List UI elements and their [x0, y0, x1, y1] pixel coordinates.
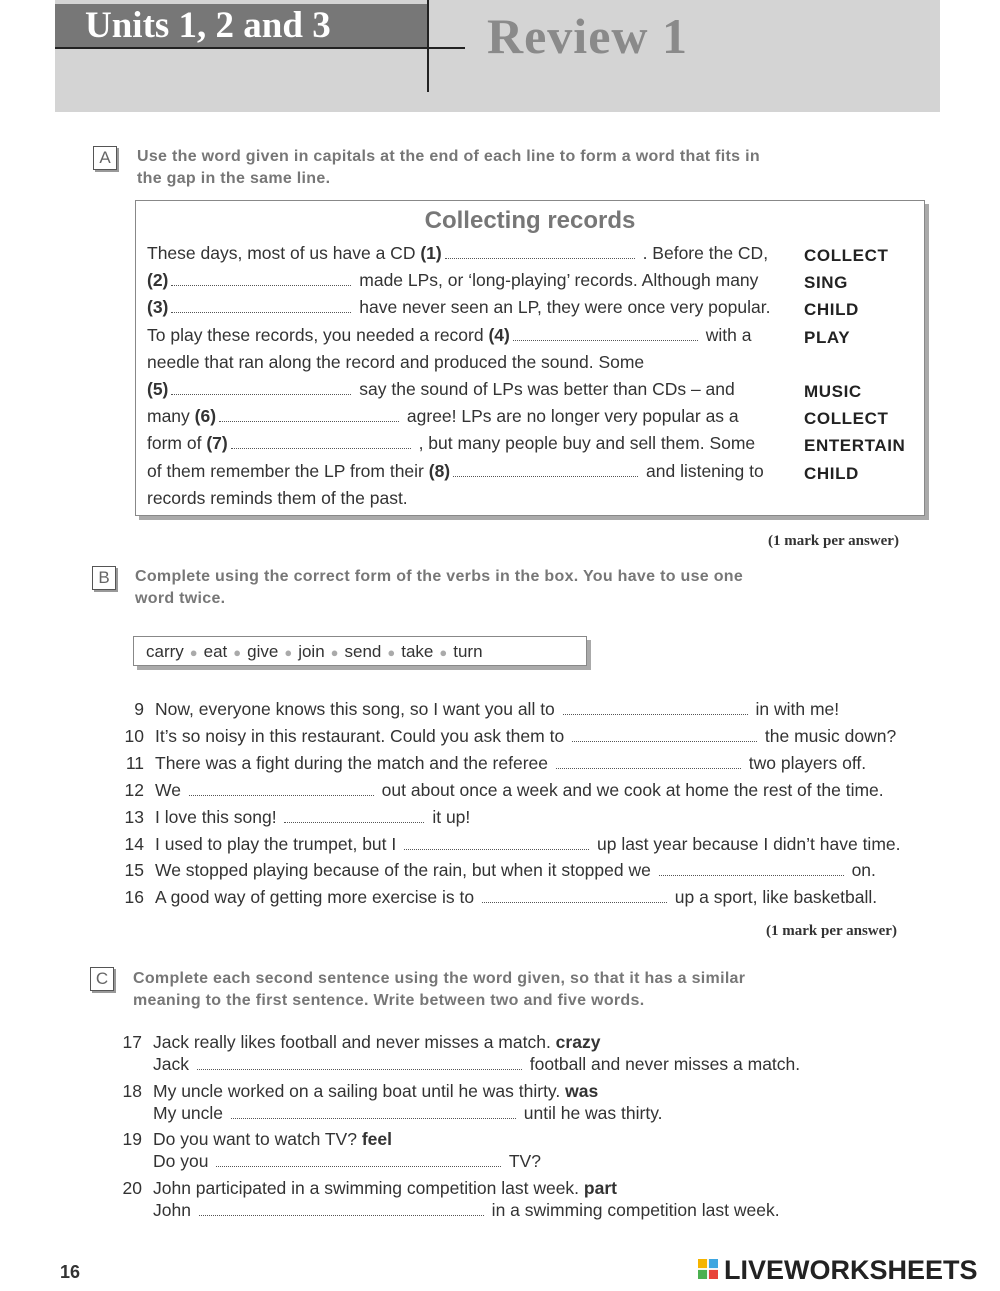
question-number: 12 — [124, 779, 144, 800]
line-text: To play these records, you needed a record — [147, 324, 489, 345]
question-pre: I love this song! — [155, 806, 282, 827]
question-post: up last year because I didn’t have time. — [592, 833, 901, 854]
line-text: , but many people buy and sell them. Some — [413, 433, 756, 454]
text-line — [147, 297, 770, 318]
sentence-end: until he was thirty. — [518, 1102, 663, 1123]
line-text: with a — [700, 324, 752, 345]
text-line — [147, 243, 768, 264]
bullet-icon: ● — [233, 645, 242, 660]
question-number: 17 — [122, 1032, 142, 1052]
section-c-instruction-1: Complete each second sentence using the word given, so that it has a similar — [133, 970, 746, 987]
sentence-text: Jack really likes football and never misses a match. — [153, 1032, 556, 1052]
line-text: needle that ran along the record and produced the sound. Some — [147, 351, 645, 372]
question-number: 19 — [122, 1129, 142, 1149]
sentence-end: football and never misses a match. — [524, 1054, 801, 1074]
question-number: 16 — [124, 887, 144, 908]
line-text: of them remember the LP from their — [147, 460, 429, 481]
page-number: 16 — [60, 1262, 81, 1282]
question-post: out about once a week and we cook at home the rest of the time. — [376, 779, 884, 800]
sentence-start: My uncle — [153, 1102, 228, 1123]
answer-gap[interactable] — [199, 1203, 484, 1216]
question-pre: Now, everyone knows this song, so I want you all to — [155, 699, 560, 719]
sentence-text: My uncle worked on a sailing boat until he was thirty. — [153, 1080, 566, 1101]
units-title: Units 1, 2 and 3 — [85, 5, 331, 46]
key-word: part — [583, 1177, 617, 1198]
keyword: PLAY — [804, 327, 851, 347]
question-pre: I used to play the trumpet, but I — [155, 833, 402, 854]
line-text: These days, most of us have a CD — [147, 243, 421, 263]
sentence-text: Do you want to watch TV? — [153, 1129, 362, 1149]
bullet-icon: ● — [439, 645, 448, 660]
answer-gap[interactable] — [171, 273, 351, 286]
key-word: crazy — [555, 1032, 601, 1052]
answer-gap[interactable] — [572, 729, 757, 742]
question-number: 20 — [122, 1177, 142, 1198]
section-a-instruction-1: Use the word given in capitals at the end of each line to form a word that fits in — [137, 148, 760, 165]
section-a-mark: (1 mark per answer) — [768, 533, 899, 549]
text-line — [147, 379, 735, 400]
second-sentence — [153, 1054, 800, 1075]
answer-gap[interactable] — [171, 382, 351, 395]
line-text: records reminds them of the past. — [147, 487, 408, 508]
verb-word: eat — [203, 642, 228, 661]
keyword: COLLECT — [804, 246, 889, 265]
header-rule-horizontal — [55, 47, 465, 49]
keyword: SING — [804, 273, 848, 293]
text-line — [147, 406, 739, 427]
verb-word: join — [298, 642, 325, 661]
text-line — [147, 352, 644, 373]
question-text — [155, 726, 896, 747]
text-line — [147, 325, 751, 346]
key-word: was — [565, 1080, 599, 1101]
text-line — [147, 488, 408, 509]
question-post: up a sport, like basketball. — [669, 887, 878, 908]
section-b-mark: (1 mark per answer) — [766, 923, 897, 939]
question-number: 13 — [124, 806, 144, 827]
verb-word: take — [401, 642, 434, 661]
gap-number: (1) — [420, 243, 442, 263]
answer-gap[interactable] — [445, 246, 635, 259]
text-line — [147, 270, 758, 291]
question-post: in with me! — [750, 699, 840, 719]
question-pre: We — [155, 779, 186, 800]
first-sentence — [153, 1178, 617, 1199]
section-b-instruction-2: word twice. — [135, 590, 226, 607]
question-number: 9 — [134, 699, 144, 719]
line-text: . Before the CD, — [637, 243, 769, 263]
keyword: CHILD — [804, 300, 859, 320]
verb-word: carry — [146, 642, 184, 661]
answer-gap[interactable] — [563, 702, 748, 715]
section-c-letter: C — [90, 967, 114, 991]
second-sentence — [153, 1151, 541, 1172]
gap-number: (8) — [428, 460, 451, 481]
question-text — [155, 887, 877, 908]
text-line — [147, 461, 764, 482]
keyword: CHILD — [804, 463, 859, 483]
text-line — [147, 433, 755, 454]
answer-gap[interactable] — [556, 756, 741, 769]
question-pre: We stopped playing because of the rain, but when it stopped we — [155, 860, 656, 881]
box-title: Collecting records — [424, 207, 636, 234]
question-text — [155, 860, 876, 881]
second-sentence — [153, 1200, 780, 1221]
answer-gap[interactable] — [171, 300, 351, 313]
question-number: 15 — [124, 860, 144, 881]
line-text: say the sound of LPs was better than CDs – and — [354, 379, 735, 399]
bullet-icon: ● — [330, 645, 339, 660]
answer-gap[interactable] — [513, 328, 698, 341]
gap-number: (2) — [147, 270, 169, 291]
review-title: Review 1 — [487, 8, 688, 64]
gap-number: (5) — [147, 379, 169, 399]
answer-gap[interactable] — [453, 464, 638, 477]
sentence-start: Do you — [153, 1151, 214, 1171]
gap-number: (6) — [194, 406, 217, 427]
question-post: it up! — [427, 806, 471, 827]
first-sentence — [153, 1032, 600, 1053]
section-b-letter: B — [92, 566, 116, 590]
question-pre: It’s so noisy in this restaurant. Could you ask them to — [155, 725, 570, 746]
question-text — [155, 807, 470, 828]
answer-gap[interactable] — [189, 783, 374, 796]
line-text: many — [147, 406, 195, 427]
sentence-end: TV? — [504, 1151, 541, 1171]
gap-number: (4) — [488, 324, 510, 345]
first-sentence — [153, 1129, 392, 1150]
question-number: 18 — [122, 1080, 142, 1101]
question-post: the music down? — [760, 725, 897, 746]
keyword: COLLECT — [804, 409, 889, 429]
question-number: 10 — [124, 725, 144, 746]
answer-gap[interactable] — [284, 810, 424, 823]
line-text: form of — [147, 433, 207, 454]
bullet-icon: ● — [284, 645, 293, 660]
answer-gap[interactable] — [231, 1106, 516, 1119]
sentence-text: John participated in a swimming competition last week. — [153, 1177, 584, 1198]
section-a-instruction-2: the gap in the same line. — [137, 170, 331, 187]
sentence-end: in a swimming competition last week. — [486, 1199, 780, 1220]
liveworksheets-logo: LIVEWORKSHEETS — [724, 1255, 978, 1285]
question-pre: A good way of getting more exercise is to — [155, 887, 479, 908]
header-rule-vertical — [427, 0, 429, 92]
section-b-instruction-1: Complete using the correct form of the verbs in the box. You have to use one — [135, 568, 744, 585]
second-sentence — [153, 1103, 663, 1124]
gap-number: (3) — [147, 297, 169, 318]
liveworksheets-logo-icon — [698, 1259, 718, 1279]
keyword: ENTERTAIN — [804, 436, 906, 456]
verb-word: send — [344, 642, 382, 661]
question-text — [155, 834, 901, 855]
question-text — [155, 753, 866, 774]
bullet-icon: ● — [189, 645, 198, 660]
first-sentence — [153, 1081, 598, 1102]
question-number: 14 — [124, 833, 144, 854]
answer-gap[interactable] — [231, 436, 411, 449]
bullet-icon: ● — [387, 645, 396, 660]
line-text: made LPs, or ‘long-playing’ records. Although many — [354, 270, 759, 291]
question-pre: There was a fight during the match and the referee — [155, 752, 553, 773]
verbs-box — [133, 636, 587, 666]
line-text: have never seen an LP, they were once very popular. — [354, 297, 771, 318]
key-word: feel — [361, 1129, 392, 1149]
verb-word: give — [247, 642, 279, 661]
question-post: on. — [846, 860, 876, 881]
answer-gap[interactable] — [197, 1057, 522, 1070]
question-text — [155, 699, 839, 720]
answer-gap[interactable] — [404, 837, 589, 850]
answer-gap[interactable] — [219, 409, 399, 422]
verb-word: turn — [453, 642, 483, 661]
question-number: 11 — [125, 752, 144, 773]
sentence-start: John — [153, 1199, 196, 1220]
answer-gap[interactable] — [216, 1154, 501, 1167]
answer-gap[interactable] — [659, 863, 844, 876]
answer-gap[interactable] — [482, 890, 667, 903]
line-text: and listening to — [641, 460, 764, 481]
gap-number: (7) — [206, 433, 228, 454]
question-text — [155, 780, 884, 801]
line-text: agree! LPs are no longer very popular as a — [402, 406, 739, 427]
collecting-records-box — [135, 200, 925, 516]
sentence-start: Jack — [153, 1054, 194, 1074]
section-a-letter: A — [93, 146, 117, 170]
keyword: MUSIC — [804, 382, 862, 401]
question-post: two players off. — [743, 752, 867, 773]
section-c-instruction-2: meaning to the first sentence. Write between two and five words. — [133, 992, 645, 1009]
